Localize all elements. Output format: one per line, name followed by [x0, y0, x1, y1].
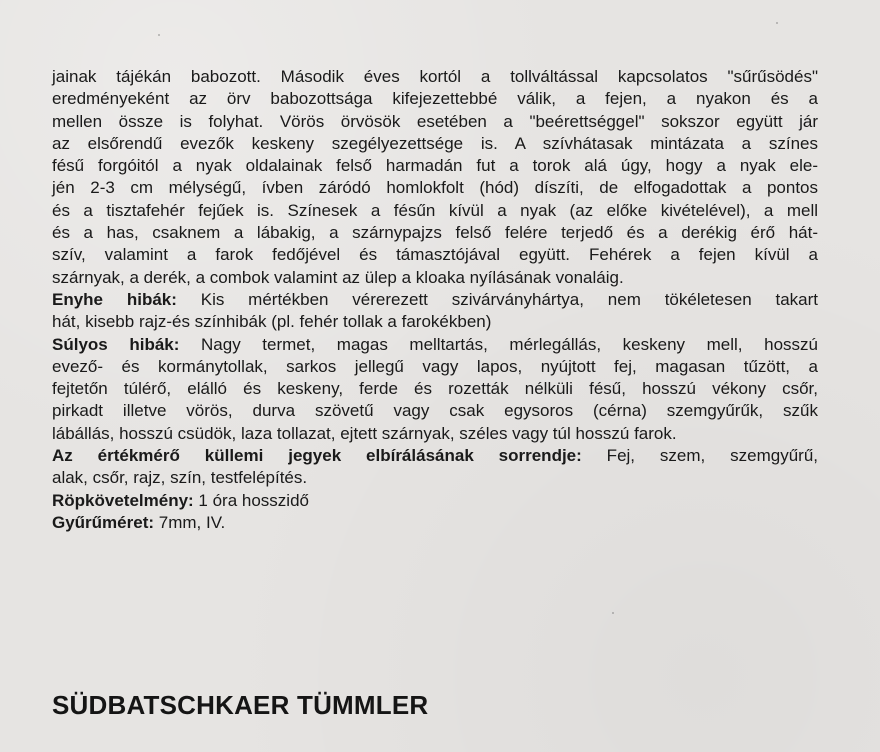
body-line: és a tisztafehér fejűek is. Színesek a fésűn kívül a nyak (az előke kivételével), a mell [52, 200, 818, 220]
body-line: jainak tájékán babozott. Második éves kortól a tollváltással kapcsolatos "sűrűsödés" [52, 67, 818, 86]
minor-faults-line: hát, kisebb rajz-és színhibák (pl. fehér tollak a farokékben) [52, 312, 492, 332]
minor-faults-label: Enyhe hibák: [52, 289, 177, 309]
major-faults-label: Súlyos hibák: [52, 334, 180, 354]
body-line: és a has, csaknem a lábakig, a szárnypajzs felső felére terjedő és a derékig érő hát- [52, 223, 818, 243]
article-body [52, 66, 818, 534]
major-faults-line [52, 334, 818, 356]
scan-speck [776, 22, 778, 24]
major-faults-line: pirkadt illetve vörös, durva szövetű vagy csak egysoros (cérna) szemgyűrűk, szűk [52, 401, 818, 421]
body-line: mellen össze is folyhat. Vörös örvösök esetében a "beérettséggel" sokszor együtt jár [52, 111, 818, 131]
body-line: fésű forgóitól a nyak oldalainak felső harmadán fut a torok alá úgy, hogy a nyak ele- [52, 156, 818, 176]
flight-requirement-value: 1 óra hosszidő [193, 490, 309, 510]
body-line: szárnyak, a derék, a combok valamint az ülep a kloaka nyílásának vonaláig. [52, 267, 624, 287]
body-line: eredményeként az örv babozottsága kifejezettebbé válik, a fejen, a nyakon és a [52, 89, 818, 109]
judging-order-line [52, 445, 818, 467]
body-line: szív, valamint a farok fedőjével és támasztójával együtt. Fehérek a fejen kívül a [52, 245, 818, 265]
ring-size-label: Gyűrűméret: [52, 512, 155, 532]
ring-size-line [52, 512, 818, 534]
minor-faults-text: Kis mértékben vérerezett szivárványhártya, nem tökéletesen takart [176, 289, 818, 309]
major-faults-text: Nagy termet, magas melltartás, mérlegállás, keskeny mell, hosszú [179, 334, 818, 354]
ring-size-value: 7mm, IV. [154, 512, 226, 532]
scan-speck [158, 34, 160, 36]
body-line: jén 2-3 cm mélységű, ívben záródó homlokfolt (hód) díszíti, de elfogadottak a pontos [52, 178, 818, 198]
judging-order-label: Az értékmérő küllemi jegyek elbírálásának sorrendje: [52, 446, 582, 466]
body-line: az elsőrendű evezők keskeny szegélyezettsége is. A szívhátasak mintázata a színes [52, 133, 818, 153]
major-faults-line: lábállás, hosszú csüdök, laza tollazat, ejtett szárnyak, széles vagy túl hosszú farok. [52, 423, 677, 443]
breed-heading: SÜDBATSCHKAER TÜMMLER [52, 690, 429, 720]
judging-order-line: alak, csőr, rajz, szín, testfelépítés. [52, 468, 308, 488]
judging-order-text: Fej, szem, szemgyűrű, [581, 446, 818, 466]
scan-speck [612, 612, 614, 614]
flight-requirement-label: Röpkövetelmény: [52, 490, 194, 510]
minor-faults-line [52, 289, 818, 311]
major-faults-line: evező- és kormánytollak, sarkos jellegű vagy lapos, nyújtott fej, magasan tűzött, a [52, 356, 818, 376]
major-faults-line: fejtetőn túlérő, elálló és keskeny, ferde és rozetták nélküli fésű, hosszú vékony csőr, [52, 379, 818, 399]
flight-requirement-line [52, 490, 818, 512]
